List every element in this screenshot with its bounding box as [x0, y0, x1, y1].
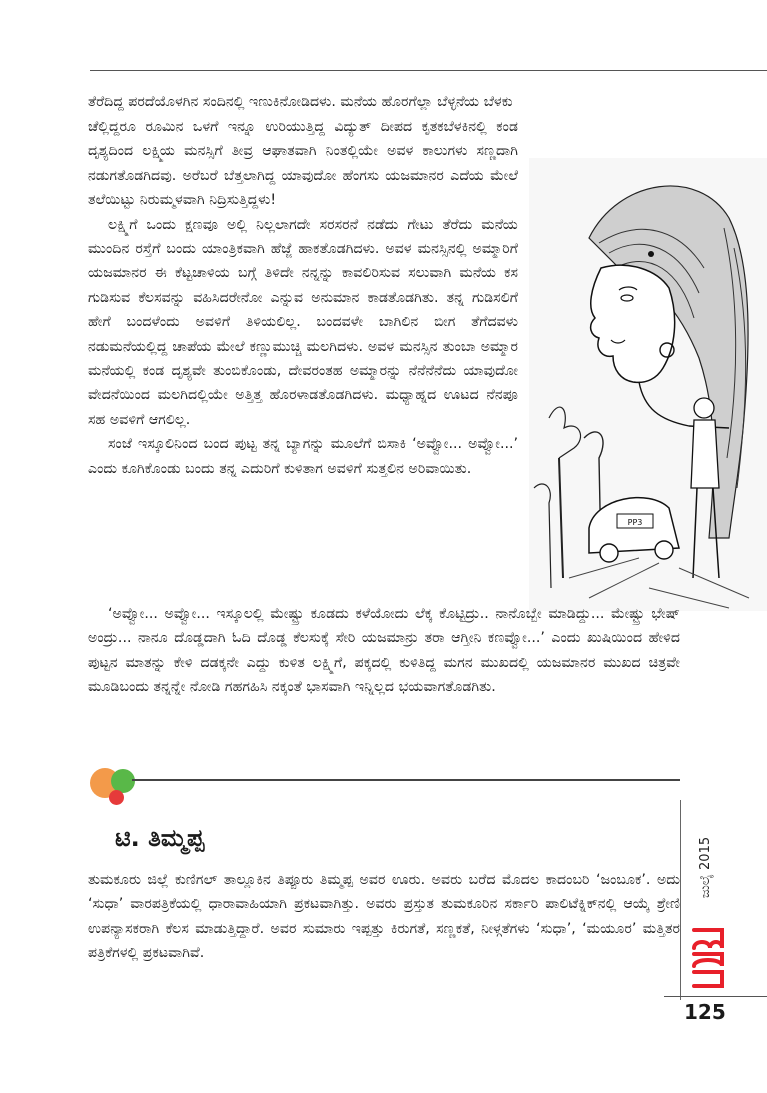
story-first-line	[88, 90, 680, 114]
car-plate-text: PP3	[627, 518, 643, 527]
story-wide-column	[88, 602, 680, 700]
story-paragraph-3: ಸಂಜೆ ಇಸ್ಕೂಲಿನಿಂದ ಬಂದ ಪುಟ್ಟ ತನ್ನ ಬ್ಯಾಗನ್ನು ಮೂಲೆಗೆ ಬಿಸಾಕಿ ‘ಅವ್ವೋ... ಅವ್ವೋ...’ ಎಂದು ಕೂಗಿಕೊಂಡು ಬಂದು ತನ್ನ ಎದುರಿಗೆ ಕುಳಿತಾಗ ಅವಳಿಗೆ ಸುತ್ತಲಿನ ಅರಿವಾಯಿತು.	[88, 436, 518, 477]
author-bio	[88, 868, 680, 966]
page-number-rule	[664, 996, 767, 997]
story-paragraph-1-line-1: ತೆರೆದಿದ್ದ ಪರದೆಯೊಳಗಿನ ಸಂದಿನಲ್ಲಿ ಇಣುಕಿನೋಡಿದಳು. ಮನೆಯ ಹೊರಗೆಲ್ಲಾ ಬೆಳ್ಳನೆಯ ಬೆಳಕು	[88, 94, 513, 110]
issue-date	[691, 812, 721, 922]
story-paragraph-2: ಲಕ್ಷ್ಮಿಗೆ ಒಂದು ಕ್ಷಣವೂ ಅಲ್ಲಿ ನಿಲ್ಲಲಾಗದೇ ಸರಸರನೆ ನಡೆದು ಗೇಟು ತೆರೆದು ಮನೆಯ ಮುಂದಿನ ರಸ್ತೆಗೆ ಬಂದು ಯಾಂತ್ರಿಕವಾಗಿ ಹೆಜ್ಜೆ ಹಾಕತೊಡಗಿದಳು. ಅವಳ ಮನಸ್ಸಿನಲ್ಲಿ ಅಮ್ಮಾರಿಗೆ ಯಜಮಾನರ ಈ ಕೆಟ್ಟಚಾಳಿಯ ಬಗ್ಗೆ ತಿಳಿದೇ ನನ್ನನ್ನು ಕಾವಲಿರಿಸುವ ಸಲುವಾಗಿ ಮನೆಯ ಕಸ ಗುಡಿಸುವ ಕೆಲಸವನ್ನು ವಹಿಸಿದರೇನೋ ಎನ್ನುವ ಅನುಮಾನ ಕಾಡತೊಡಗಿತು. ತನ್ನ ಗುಡಿಸಲಿಗೆ ಹೇಗೆ ಬಂದಳೆಂದು ಅವಳಿಗೆ ತಿಳಿಯಲಿಲ್ಲ. ಬಂದವಳೇ ಬಾಗಿಲಿನ ಬೀಗ ತೆಗೆದವಳು ನಡುಮನೆಯಲ್ಲಿದ್ದ ಚಾಪೆಯ ಮೇಲೆ ಕಣ್ಣುಮುಚ್ಚಿ ಮಲಗಿದಳು. ಅವಳ ಮನಸ್ಸಿನ ತುಂಬಾ ಅಮ್ಮಾರ ಮನೆಯಲ್ಲಿ ಕಂಡ ದೃಶ್ಯವೇ ತುಂಬಿಕೊಂಡು, ದೇವರಂತಹ ಅಮ್ಮಾರನ್ನು ನೆನೆನೆನೆದು ಯಾವುದೋ ವೇದನೆಯಿಂದ ಮಲಗಿದಲ್ಲಿಯೇ ಅತ್ತಿತ್ತ ಹೊರಳಾಡತೊಡಗಿದಳು. ಮಧ್ಯಾಹ್ನದ ಊಟದ ನೆನಪೂ ಸಹ ಅವಳಿಗೆ ಆಗಲಿಲ್ಲ.	[88, 216, 518, 428]
ink-sketch-illustration	[529, 158, 767, 611]
author-bio-text: ತುಮಕೂರು ಜಿಲ್ಲೆ ಕುಣಿಗಲ್ ತಾಲ್ಲೂಕಿನ ತಿಪ್ಪೂರು ತಿಮ್ಮಪ್ಪ ಅವರ ಊರು. ಅವರು ಬರೆದ ಮೊದಲ ಕಾದಂಬರಿ ‘ಜಂಬೂಕ’. ಅದು ‘ಸುಧಾ’ ವಾರಪತ್ರಿಕೆಯಲ್ಲಿ ಧಾರಾವಾಹಿಯಾಗಿ ಪ್ರಕಟವಾಗಿತ್ತು. ಅವರು ಪ್ರಸ್ತುತ ತುಮಕೂರಿನ ಸರ್ಕಾರಿ ಪಾಲಿಟೆಕ್ನಿಕ್‌ನಲ್ಲಿ ಆಯ್ಕೆ ಶ್ರೇಣಿ ಉಪನ್ಯಾಸಕರಾಗಿ ಕೆಲಸ ಮಾಡುತ್ತಿದ್ದಾರೆ. ಅವರ ಸುಮಾರು ಇಪ್ಪತ್ತು ಕಿರುಗತೆ, ಸಣ್ಣಕತೆ, ನೀಳ್ಗತೆಗಳು ‘ಸುಧಾ’, ‘ಮಯೂರ’ ಮತ್ತಿತರ ಪತ್ರಿಕೆಗಳಲ್ಲಿ ಪ್ರಕಟವಾಗಿವೆ.	[88, 872, 680, 962]
mayura-logo-mark	[690, 920, 726, 990]
story-narrow-column	[88, 115, 518, 481]
story-illustration	[529, 158, 767, 611]
page-number: 125	[684, 1000, 726, 1024]
issue-date-text: ಜುಲೈ 2015	[698, 836, 714, 898]
author-name: ಟಿ. ತಿಮ್ಮಪ್ಪ	[115, 824, 205, 852]
sidebar-rule	[680, 800, 681, 1000]
red-decorative-dot	[109, 790, 124, 805]
section-separator	[132, 779, 680, 781]
top-rule	[90, 70, 767, 71]
magazine-logo	[690, 920, 726, 990]
story-paragraph-4: ‘ಅವ್ವೋ... ಅವ್ವೋ... ಇಸ್ಕೂಲಲ್ಲಿ ಮೇಷ್ಟ್ರು ಕೂಡದು ಕಳೆಯೋದು ಲೆಕ್ಕ ಕೊಟ್ಟಿದ್ರು.. ನಾನೊಬ್ಬೇ ಮಾಡಿದ್ದು... ಮೇಷ್ಟ್ರು ಭೇಷ್ ಅಂದ್ರು... ನಾನೂ ದೊಡ್ಡದಾಗಿ ಓದಿ ದೊಡ್ಡ ಕೆಲಸುಕ್ಕೆ ಸೇರಿ ಯಜಮಾನ್ರು ತರಾ ಆಗ್ತೀನಿ ಕಣವ್ವೋ...’ ಎಂದು ಖುಷಿಯಿಂದ ಹೇಳಿದ ಪುಟ್ಟನ ಮಾತನ್ನು ಕೇಳಿ ದಡಕ್ಕನೇ ಎದ್ದು ಕುಳಿತ ಲಕ್ಷ್ಮಿಗೆ, ಪಕ್ಕದಲ್ಲಿ ಕುಳಿತಿದ್ದ ಮಗನ ಮುಖದಲ್ಲಿ ಯಜಮಾನರ ಮುಖದ ಚಿತ್ರವೇ ಮೂಡಿಬಂದು ತನ್ನನ್ನೇ ನೋಡಿ ಗಹಗಹಿಸಿ ನಕ್ಕಂತೆ ಭಾಸವಾಗಿ ಇನ್ನಿಲ್ಲದ ಭಯವಾಗತೊಡಗಿತು.	[88, 606, 680, 696]
story-paragraph-1: ಚೆಲ್ಲಿದ್ದರೂ ರೂಮಿನ ಒಳಗೆ ಇನ್ನೂ ಉರಿಯುತ್ತಿದ್ದ ವಿದ್ಯುತ್ ದೀಪದ ಕೃತಕಬೆಳಕಿನಲ್ಲಿ ಕಂಡ ದೃಶ್ಯದಿಂದ ಲಕ್ಷ್ಮಿಯ ಮನಸ್ಸಿಗೆ ತೀವ್ರ ಆಘಾತವಾಗಿ ನಿಂತಲ್ಲಿಯೇ ಅವಳ ಕಾಲುಗಳು ಸಣ್ಣದಾಗಿ ನಡುಗತೊಡಗಿದವು. ಅರೆಬರೆ ಬೆತ್ತಲಾಗಿದ್ದ ಯಾವುದೋ ಹೆಂಗಸು ಯಜಮಾನರ ಎದೆಯ ಮೇಲೆ ತಲೆಯಿಟ್ಟು ನಿರುಮ್ಮಳವಾಗಿ ನಿದ್ರಿಸುತ್ತಿದ್ದಳು!	[88, 119, 518, 209]
